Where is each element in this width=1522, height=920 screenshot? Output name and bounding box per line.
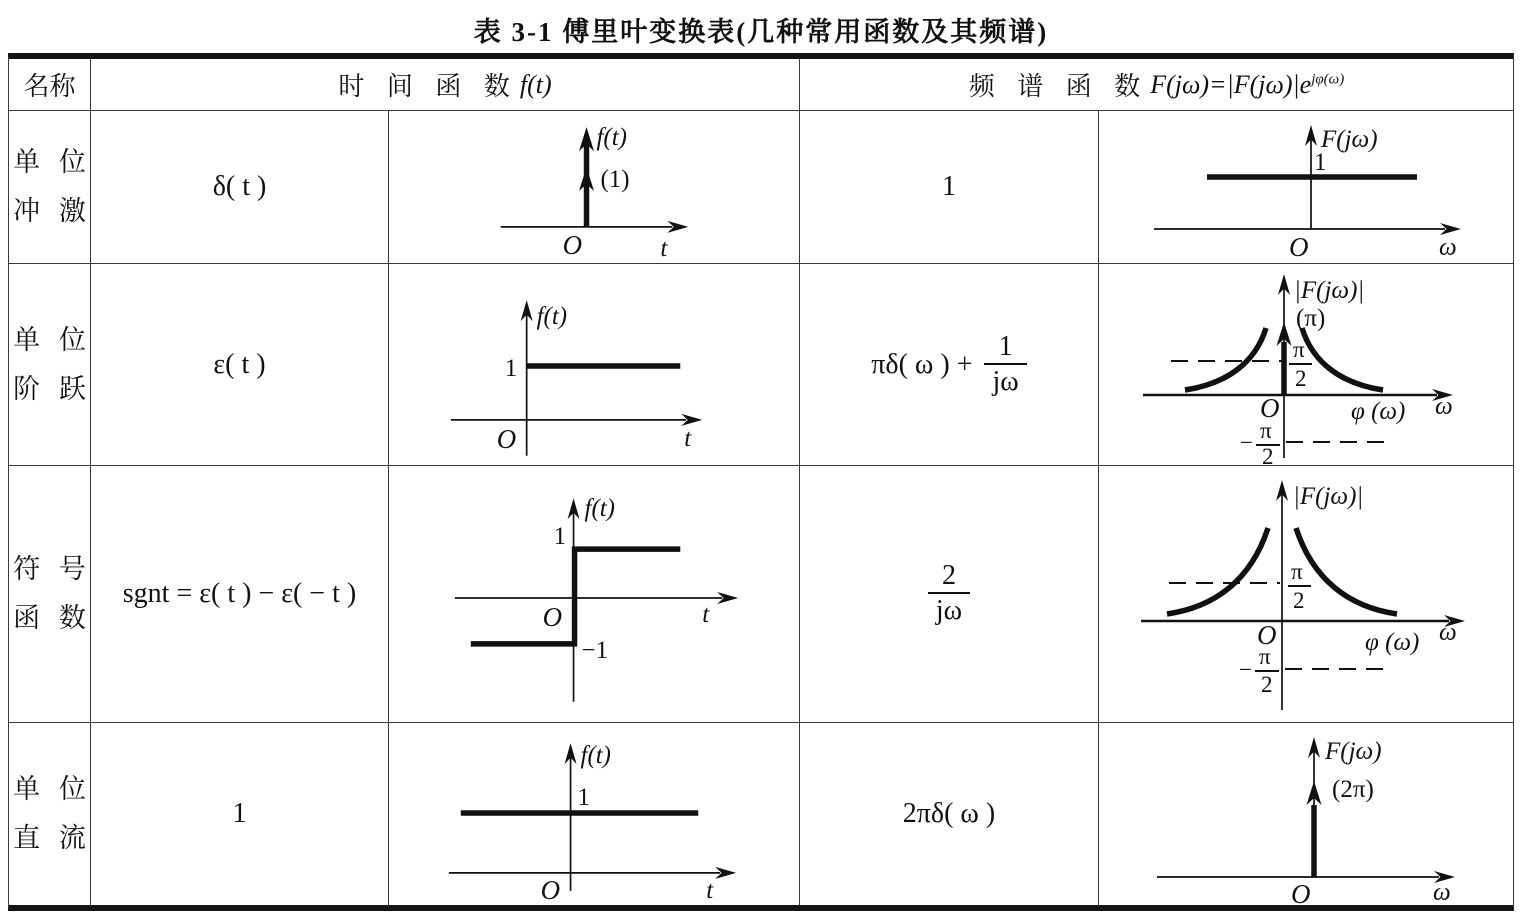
- neg-phase-sign: −: [1240, 430, 1253, 455]
- row3-time-graph-cell: [389, 466, 800, 723]
- header-spectrum-function: [800, 59, 1513, 111]
- header-name: [9, 59, 91, 111]
- origin-label: O: [562, 229, 583, 260]
- row3-freq-formula: [800, 466, 1099, 723]
- row1-name-unit-impulse: 单 位 冲 激: [9, 111, 91, 264]
- impulse-weight-label: (1): [600, 166, 630, 193]
- y-axis-label: f(t): [584, 495, 615, 523]
- row4-name-unit-dc: 单 位 直 流: [9, 723, 91, 905]
- row1-freq-formula: 1: [800, 111, 1099, 264]
- table-title: 表 3-1 傅里叶变换表(几种常用函数及其频谱): [473, 17, 1049, 47]
- dc-spectrum-plot: [1099, 723, 1513, 905]
- x-axis-label: t: [660, 234, 668, 262]
- origin-label: O: [1257, 620, 1277, 650]
- row3-time-formula: sgnt = ε( t ) − ε( − t ): [91, 466, 389, 723]
- neg-level-label: −1: [581, 636, 609, 664]
- neg-phase-den: 2: [1262, 444, 1274, 465]
- y-axis-label: |F(jω)|: [1293, 483, 1364, 510]
- row4-freq-graph-cell: [1099, 723, 1513, 905]
- origin-label: O: [1289, 232, 1309, 262]
- y-axis-label: f(t): [580, 742, 611, 770]
- neg-phase-sign: −: [1239, 657, 1252, 682]
- row2-time-formula: ε( t ): [91, 264, 389, 466]
- impulse-time-plot: [389, 111, 799, 263]
- phase-label: φ (ω): [1351, 398, 1406, 425]
- row2-freq-formula: πδ( ω ) + $\frac{1}{j\omega}$: [800, 264, 1099, 466]
- header-freq-cjk: 频 谱 函 数: [968, 72, 1141, 101]
- header-time-cjk: 时 间 函 数: [338, 72, 510, 101]
- step-spectrum-plot: [1099, 264, 1513, 465]
- x-axis-label: t: [702, 600, 710, 628]
- sign-spectrum-plot: [1099, 466, 1513, 722]
- x-axis-label: ω: [1433, 879, 1451, 905]
- step-time-plot: [389, 264, 799, 465]
- origin-label: O: [540, 874, 561, 905]
- fourier-transform-table: [8, 53, 1514, 911]
- magnitude-curve-right: [1302, 328, 1383, 390]
- neg-phase-den: 2: [1261, 672, 1273, 697]
- impulse-weight-label: (π): [1296, 305, 1326, 332]
- impulse-weight-label: (2π): [1332, 776, 1374, 803]
- pos-phase-num: π: [1291, 559, 1303, 584]
- row1-time-formula: δ( t ): [91, 111, 389, 264]
- x-axis-label: ω: [1439, 234, 1457, 261]
- level-label: 1: [577, 784, 591, 812]
- sign-curve: [471, 549, 680, 644]
- magnitude-curve-left: [1167, 528, 1268, 614]
- pos-level-label: 1: [553, 523, 567, 551]
- origin-label: O: [496, 423, 517, 454]
- level-label: 1: [504, 354, 518, 382]
- row3-name-sign-function: 符 号 函 数: [9, 466, 91, 723]
- neg-phase-num: π: [1260, 418, 1272, 443]
- dc-time-plot: [389, 723, 799, 905]
- x-axis-label: ω: [1439, 619, 1457, 646]
- magnitude-curve-left: [1185, 328, 1266, 390]
- sign-time-plot: [389, 466, 799, 722]
- row1-freq-graph-cell: [1099, 111, 1513, 264]
- row2-time-graph-cell: [389, 264, 800, 466]
- y-axis-label: |F(jω)|: [1294, 277, 1365, 304]
- row4-time-formula: 1: [91, 723, 389, 905]
- header-time-function: [91, 59, 800, 111]
- origin-label: O: [1260, 393, 1280, 423]
- row4-freq-formula: 2πδ( ω ): [800, 723, 1099, 905]
- header-time-math: f(t): [519, 69, 552, 99]
- phase-label: φ (ω): [1365, 629, 1420, 656]
- row2-freq-graph-cell: [1099, 264, 1513, 466]
- row4-time-graph-cell: [389, 723, 800, 905]
- pos-phase-num: π: [1293, 337, 1305, 362]
- pos-phase-den: 2: [1293, 588, 1305, 613]
- x-axis-label: t: [684, 424, 692, 452]
- y-axis-label: F(jω): [1325, 738, 1382, 765]
- header-freq-exponent: jφ(ω): [1311, 70, 1345, 87]
- y-axis-label: f(t): [596, 124, 627, 152]
- impulse-spectrum-plot: [1099, 111, 1513, 263]
- x-axis-label: t: [706, 876, 714, 904]
- x-axis-label: ω: [1435, 393, 1453, 420]
- fraction-1-over-jw: $\frac{1}{j\omega}$: [984, 332, 1026, 398]
- row2-name-unit-step: 单 位 阶 跃: [9, 264, 91, 466]
- row1-time-graph-cell: [389, 111, 800, 264]
- origin-label: O: [1291, 879, 1311, 905]
- y-axis-label: f(t): [536, 303, 568, 331]
- pos-phase-den: 2: [1295, 366, 1307, 391]
- level-label: 1: [1314, 149, 1327, 176]
- magnitude-curve-right: [1296, 528, 1397, 614]
- header-name-label: 名称: [23, 72, 76, 101]
- neg-phase-num: π: [1259, 644, 1271, 669]
- origin-label: O: [542, 601, 563, 632]
- y-axis-label: F(jω): [1321, 126, 1378, 153]
- header-freq-math: $F(j\omega)=|F(j\omega)|e^{j\varphi(\omega)}$: [1150, 69, 1345, 99]
- fraction-2-over-jw: $\frac{2}{j\omega}$: [928, 561, 970, 627]
- row3-freq-graph-cell: [1099, 466, 1513, 723]
